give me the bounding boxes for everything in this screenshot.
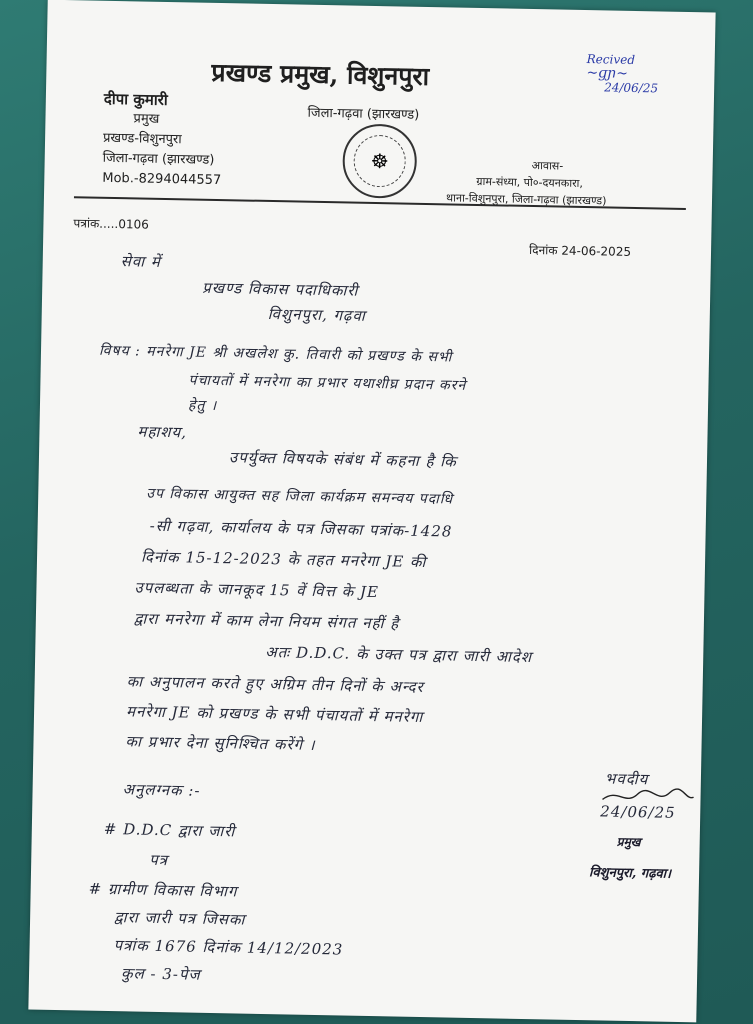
signature-title: प्रमुख	[616, 834, 641, 850]
body-line-8: का अनुपालन करते हुए अग्रिम तीन दिनों के अन्दर	[126, 672, 424, 697]
sender-district: जिला-गढ़वा (झारखण्ड)	[102, 150, 215, 168]
reference-number: पत्रांक.....0106	[73, 216, 149, 232]
sender-mobile: Mob.-8294044557	[102, 170, 222, 189]
address-label: आवास-	[531, 159, 564, 173]
body-line-2: उप विकास आयुक्त सह जिला कार्यक्रम समन्वय पदाधि	[146, 485, 454, 508]
signature-date: 24/06/25	[600, 802, 676, 822]
body-line-7: अतः D.D.C. के उक्त पत्र द्वारा जारी आदेश	[265, 642, 533, 667]
received-stamp	[586, 52, 659, 95]
enclosure-item-1: # D.D.C द्वारा जारी	[103, 819, 236, 841]
subject-line-2: पंचायतों में मनरेगा का प्रभार यथाशीघ्र प्रदान करने	[188, 372, 467, 394]
sender-name: दीपा कुमारी	[103, 89, 168, 110]
subject-line-3: हेतु ।	[187, 397, 218, 415]
letter-page	[28, 0, 715, 1022]
enclosure-item-1b: पत्र	[149, 850, 169, 870]
letterhead-district: जिला-गढ़वा (झारखण्ड)	[307, 105, 420, 123]
greeting: महाशय,	[137, 422, 188, 442]
enclosure-item-2c: पत्रांक 1676 दिनांक 14/12/2023	[113, 936, 344, 959]
body-line-9: मनरेगा JE को प्रखण्ड के सभी पंचायतों में मनरेगा	[125, 702, 424, 727]
address-line-1: ग्राम-संध्या, पो०-दयनकारा,	[476, 174, 584, 190]
enclosure-total: कुल - 3-पेज	[120, 964, 201, 984]
enclosure-item-2b: द्वारा जारी पत्र जिसका	[113, 908, 246, 929]
stamp-text: Recived	[586, 52, 636, 67]
sender-block: प्रखण्ड-विशुनपुरा	[102, 130, 182, 148]
body-line-10: का प्रभार देना सुनिश्चित करेंगे ।	[125, 732, 316, 754]
enclosure-item-2: # ग्रामीण विकास विभाग	[88, 879, 238, 901]
enclosure-label: अनुलग्नक :-	[122, 780, 201, 800]
recipient-line-1: प्रखण्ड विकास पदाधिकारी	[202, 278, 359, 300]
subject-line-1: विषय : मनरेगा JE श्री अखलेश कु. तिवारी को प्रखण्ड के सभी	[98, 342, 453, 366]
letterhead-title: प्रखण्ड प्रमुख, विशुनपुरा	[211, 57, 430, 92]
recipient-line-2: विशुनपुरा, गढ़वा	[267, 304, 366, 325]
sender-details	[102, 89, 223, 191]
sender-address	[445, 156, 607, 209]
state-emblem-icon	[342, 123, 417, 198]
body-line-1: उपर्युक्त विषयके संबंध में कहना है कि	[228, 448, 457, 471]
body-line-5: उपलब्धता के जानकूद 15 वें वित्त के JE	[134, 578, 380, 602]
closing: भवदीय	[604, 769, 649, 789]
emblem-inner: ☸	[353, 135, 406, 188]
signature-place: विशुनपुरा, गढ़वा।	[588, 865, 672, 882]
body-line-4: दिनांक 15-12-2023 के तहत मनरेगा JE की	[140, 547, 427, 572]
body-line-3: -सी गढ़वा, कार्यालय के पत्र जिसका पत्रांक-1428	[149, 516, 453, 541]
stamp-signature: ~ɡɲ~	[586, 65, 629, 82]
stamp-date: 24/06/25	[604, 80, 659, 96]
address-line-2: थाना-विशुनपुरा, जिला-गढ़वा (झारखण्ड)	[445, 191, 607, 208]
salutation-to: सेवा में	[120, 252, 162, 271]
reference-date: दिनांक 24-06-2025	[528, 242, 632, 259]
sender-designation: प्रमुख	[133, 111, 160, 127]
body-line-6: द्वारा मनरेगा में काम लेना नियम संगत नहीं है	[133, 609, 400, 633]
